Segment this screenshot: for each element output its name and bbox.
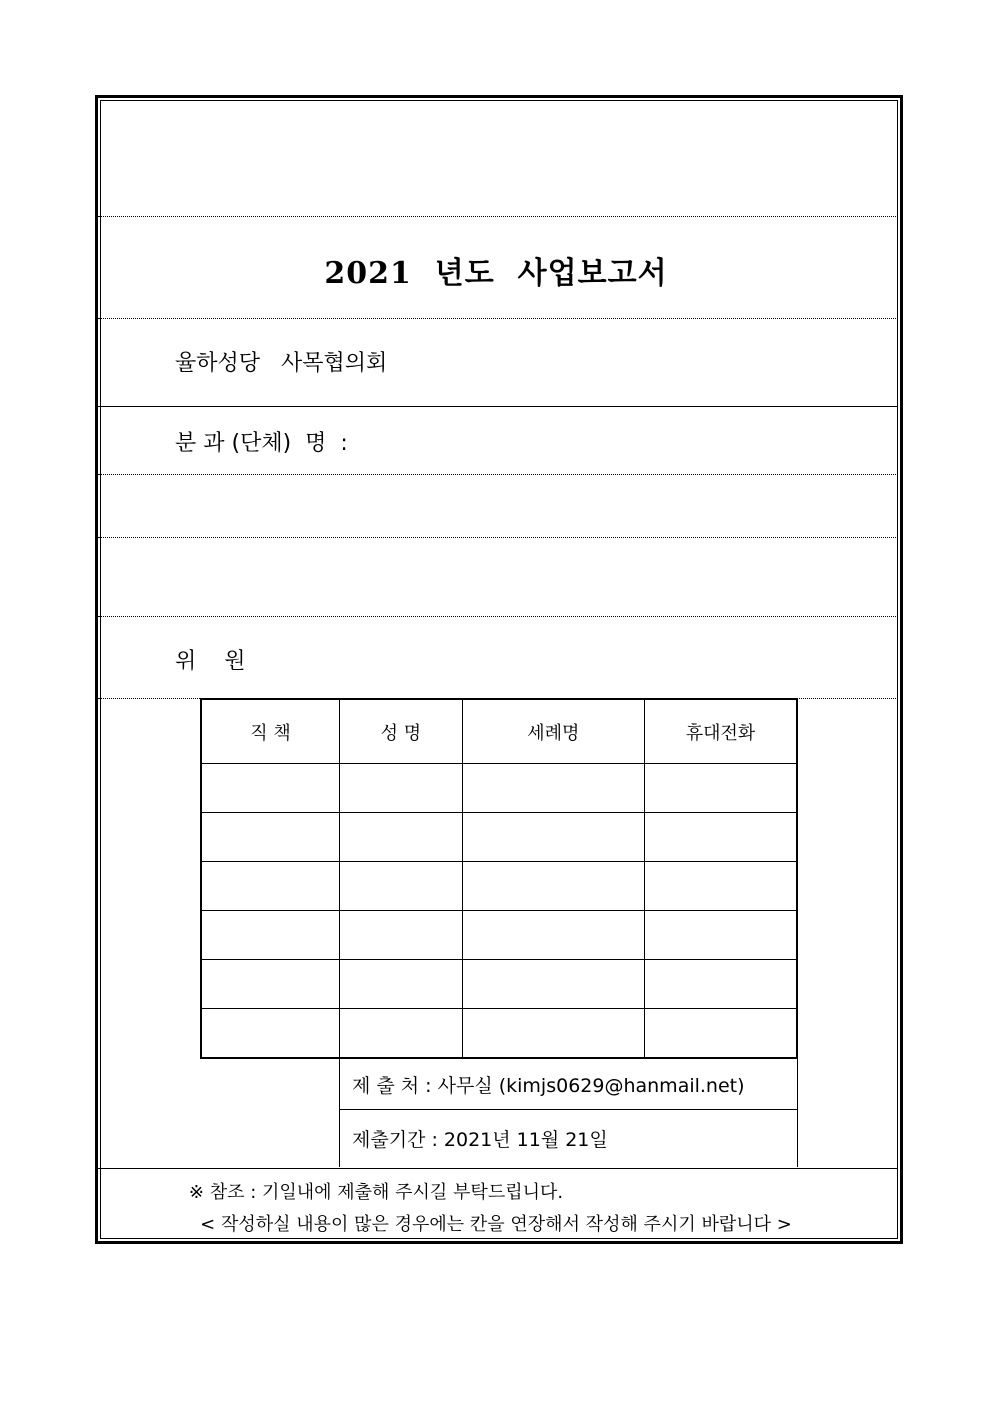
members-table — [200, 698, 798, 1059]
cell-position[interactable] — [201, 764, 340, 813]
column-header-baptismal-name: 세례명 — [462, 699, 644, 764]
cell-mobile-phone[interactable] — [644, 1009, 797, 1059]
cell-name[interactable] — [340, 911, 463, 960]
submission-deadline: 제출기간 : 2021년 11월 21일 — [340, 1109, 797, 1167]
cell-mobile-phone[interactable] — [644, 960, 797, 1009]
cell-position[interactable] — [201, 960, 340, 1009]
table-row — [201, 911, 797, 960]
cell-mobile-phone[interactable] — [644, 764, 797, 813]
organization-name: 율하성당 사목협의회 — [175, 351, 388, 376]
reference-note: ※ 참조 : 기일내에 제출해 주시길 부탁드립니다. — [188, 1182, 564, 1203]
cell-name[interactable] — [340, 813, 463, 862]
column-header-mobile-phone: 휴대전화 — [644, 699, 797, 764]
table-row — [201, 960, 797, 1009]
table-row — [201, 862, 797, 911]
cell-mobile-phone[interactable] — [644, 813, 797, 862]
cell-position[interactable] — [201, 862, 340, 911]
cell-mobile-phone[interactable] — [644, 862, 797, 911]
cell-baptismal-name[interactable] — [462, 813, 644, 862]
column-header-position: 직 책 — [201, 699, 340, 764]
divider — [98, 474, 898, 475]
cell-position[interactable] — [201, 1009, 340, 1059]
page-title: 2021 년도 사업보고서 — [324, 256, 668, 291]
table-row — [201, 1009, 797, 1059]
submission-info-box — [339, 1059, 798, 1167]
cell-position[interactable] — [201, 911, 340, 960]
cell-name[interactable] — [340, 1009, 463, 1059]
cell-mobile-phone[interactable] — [644, 911, 797, 960]
submission-recipient: 제 출 처 : 사무실 (kimjs0629@hanmail.net) — [352, 1074, 745, 1097]
cell-baptismal-name[interactable] — [462, 862, 644, 911]
division-name-label: 분 과 (단체) 명 : — [175, 431, 348, 456]
table-row — [201, 813, 797, 862]
cell-baptismal-name[interactable] — [462, 960, 644, 1009]
divider — [98, 616, 898, 617]
cell-baptismal-name[interactable] — [462, 911, 644, 960]
cell-name[interactable] — [340, 862, 463, 911]
divider — [98, 1168, 898, 1169]
divider — [98, 216, 898, 217]
cell-name[interactable] — [340, 764, 463, 813]
table-header-row — [201, 699, 797, 764]
cell-baptismal-name[interactable] — [462, 764, 644, 813]
divider — [98, 318, 898, 319]
table-row — [201, 764, 797, 813]
divider — [98, 406, 898, 407]
column-header-name: 성 명 — [340, 699, 463, 764]
cell-baptismal-name[interactable] — [462, 1009, 644, 1059]
cell-name[interactable] — [340, 960, 463, 1009]
members-label: 위 원 — [175, 649, 246, 674]
instruction-note: < 작성하실 내용이 많은 경우에는 칸을 연장해서 작성해 주시기 바랍니다 > — [200, 1214, 792, 1235]
cell-position[interactable] — [201, 813, 340, 862]
divider — [98, 537, 898, 538]
division-name-field[interactable] — [390, 424, 870, 454]
